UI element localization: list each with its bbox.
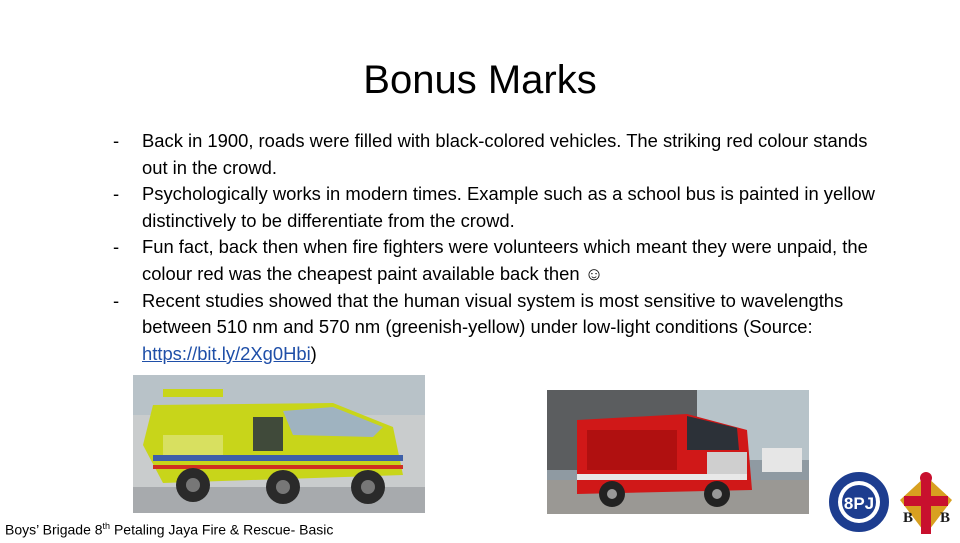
bullet-item [113, 234, 893, 287]
bullet-text: Fun fact, back then when fire fighters were volunteers which meant they were unpaid, the colour red was the cheapest paint available back then ☺ [142, 236, 868, 284]
yellow-fire-truck-photo [133, 375, 425, 513]
footer-text-end: Petaling Jaya Fire & Rescue- Basic [110, 522, 334, 538]
footer-text: Boys’ Brigade 8 [5, 522, 103, 538]
bullet-marker: - [113, 183, 120, 205]
bullet-text: Back in 1900, roads were filled with black-colored vehicles. The striking red colour stands out in the crowd. [142, 130, 868, 178]
crest-letter-left: B [902, 510, 914, 526]
bullet-marker: - [113, 289, 120, 311]
bullet-item [113, 181, 893, 234]
slide-title: Bonus Marks [363, 58, 597, 102]
bullet-item [113, 128, 893, 181]
slide-footer [5, 521, 333, 538]
bullet-text: Recent studies showed that the human visual system is most sensitive to wavelengths between 510 nm and 570 nm (greenish-yellow) under low-light conditions (Source: [142, 289, 844, 338]
footer-superscript: th [102, 521, 111, 532]
crest-letter-right: B [939, 510, 951, 526]
boys-brigade-crest-logo [894, 470, 958, 538]
8pj-badge-logo [826, 468, 892, 536]
bullet-list [113, 128, 893, 367]
bullet-text-end: ) [310, 342, 317, 364]
red-fire-engine-photo [547, 390, 809, 514]
source-link[interactable]: https://bit.ly/2Xg0Hbi [142, 342, 311, 364]
badge-label: 8PJ [843, 494, 875, 513]
bullet-marker: - [113, 236, 120, 258]
bullet-marker: - [113, 130, 120, 151]
bullet-item [113, 288, 893, 368]
bullet-text: Psychologically works in modern times. Example such as a school bus is painted in yellow distinctively to be differentiate from the crowd. [142, 183, 875, 231]
